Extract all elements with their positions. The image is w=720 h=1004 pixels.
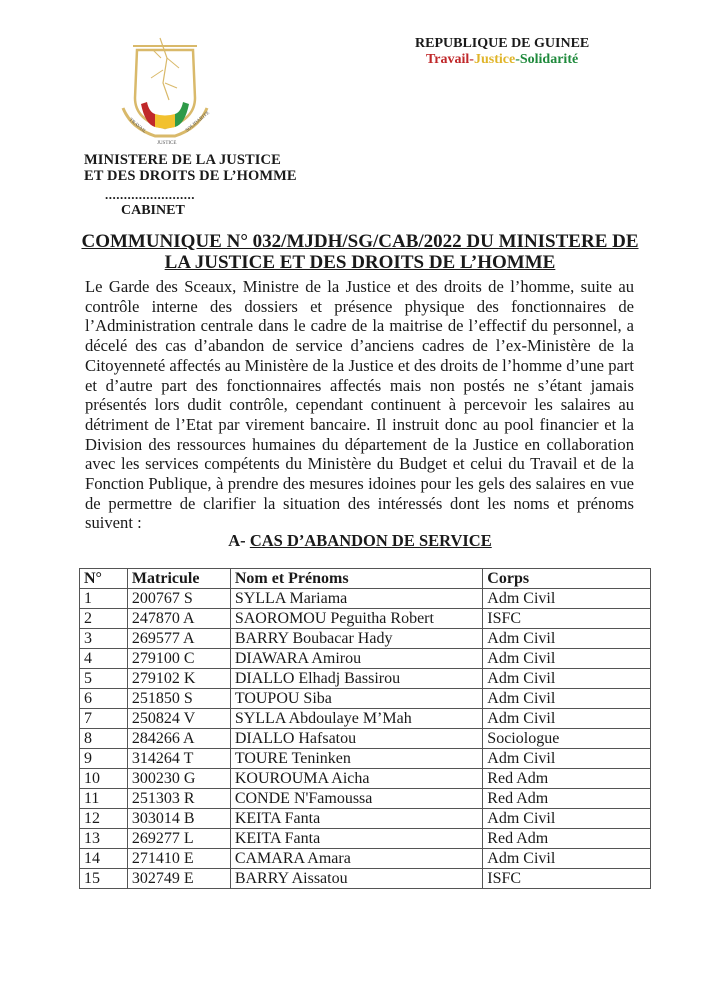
cell-name: SYLLA Mariama [230, 589, 482, 609]
cell-matricule: 303014 B [127, 809, 230, 829]
cell-name: KOUROUMA Aicha [230, 769, 482, 789]
cell-corps: Sociologue [483, 729, 651, 749]
title-line-1: COMMUNIQUE N° 032/MJDH/SG/CAB/2022 DU MINISTERE DE [81, 231, 639, 252]
table-row [80, 649, 651, 669]
cell-name: SAOROMOU Peguitha Robert [230, 609, 482, 629]
cell-number: 15 [80, 869, 128, 889]
cell-name: BARRY Boubacar Hady [230, 629, 482, 649]
cell-corps: Adm Civil [483, 689, 651, 709]
cell-name: TOURE Teninken [230, 749, 482, 769]
cell-name: DIALLO Elhadj Bassirou [230, 669, 482, 689]
section-heading [80, 531, 640, 551]
table-header-row [80, 569, 651, 589]
cell-corps: Adm Civil [483, 649, 651, 669]
cell-corps: Adm Civil [483, 709, 651, 729]
cell-number: 2 [80, 609, 128, 629]
table-row [80, 869, 651, 889]
cell-number: 7 [80, 709, 128, 729]
abandonment-table [79, 568, 651, 889]
cell-number: 8 [80, 729, 128, 749]
section-prefix: A- [228, 531, 250, 550]
cell-name: CAMARA Amara [230, 849, 482, 869]
motto-solidarite: Solidarité [519, 52, 579, 67]
cell-matricule: 314264 T [127, 749, 230, 769]
column-header-name: Nom et Prénoms [230, 569, 482, 589]
cell-name: SYLLA Abdoulaye M’Mah [230, 709, 482, 729]
cell-name: BARRY Aissatou [230, 869, 482, 889]
cell-matricule: 279102 K [127, 669, 230, 689]
cell-corps: Red Adm [483, 829, 651, 849]
table-row [80, 669, 651, 689]
cell-number: 9 [80, 749, 128, 769]
separator-dots: ........................ [105, 187, 195, 202]
motto-dash-1: - [469, 52, 474, 67]
table-row [80, 809, 651, 829]
cell-number: 14 [80, 849, 128, 869]
cell-name: DIAWARA Amirou [230, 649, 482, 669]
table-row [80, 609, 651, 629]
cell-corps: Adm Civil [483, 749, 651, 769]
column-header-corps: Corps [483, 569, 651, 589]
cell-corps: ISFC [483, 869, 651, 889]
cell-matricule: 269277 L [127, 829, 230, 849]
cell-number: 12 [80, 809, 128, 829]
svg-text:TRAVAIL: TRAVAIL [127, 117, 147, 135]
cell-corps: Adm Civil [483, 589, 651, 609]
republic-name: REPUBLIQUE DE GUINEE [415, 36, 590, 51]
table-row [80, 789, 651, 809]
table-row [80, 589, 651, 609]
cell-matricule: 279100 C [127, 649, 230, 669]
cell-name: CONDE N'Famoussa [230, 789, 482, 809]
cell-matricule: 284266 A [127, 729, 230, 749]
cell-number: 4 [80, 649, 128, 669]
cell-name: KEITA Fanta [230, 829, 482, 849]
ministry-line-1: MINISTERE DE LA JUSTICE [84, 152, 281, 168]
motto-travail: Travail [426, 52, 470, 67]
cell-name: KEITA Fanta [230, 809, 482, 829]
cell-matricule: 251850 S [127, 689, 230, 709]
cell-corps: Adm Civil [483, 669, 651, 689]
cell-number: 11 [80, 789, 128, 809]
cell-corps: Red Adm [483, 769, 651, 789]
ministry-name [84, 152, 297, 184]
cell-corps: Red Adm [483, 789, 651, 809]
svg-text:JUSTICE: JUSTICE [157, 141, 177, 146]
communique-body: Le Garde des Sceaux, Ministre de la Justice et des droits de l’homme, suite au contrôle interne des dossiers et présence physique des fonctionnaires de l’Administration centrale dans le cadre de la maitrise de l’effectif du personnel, a décelé des cas d’abandon de service d’anciens cadres de l’ex-Ministère de la Citoyenneté affectés au Ministère de la Justice et des droits de l’homme d’une part et d’autre part des fonctionnaires affectés mais non postés ne s’étant jamais présentés lors dudit contrôle, cependant continuent à percevoir les salaires au détriment de l’Etat par virement bancaire. Il instruit donc au pool financier et la Division des ressources humaines du département de la Justice en collaboration avec les services compétents du Ministère du Budget et celui du Travail et de la Fonction Publique, à prendre des mesures idoines pour les gels des salaires en vue de permettre de clarifier la situation des intéressés dont les noms et prénoms suivent : [85, 277, 634, 533]
table-row [80, 709, 651, 729]
cell-number: 5 [80, 669, 128, 689]
column-header-number: N° [80, 569, 128, 589]
motto-dash-2: - [515, 52, 520, 67]
cell-number: 1 [80, 589, 128, 609]
table-row [80, 849, 651, 869]
table-row [80, 749, 651, 769]
communique-title [80, 231, 640, 273]
cell-matricule: 247870 A [127, 609, 230, 629]
cell-corps: Adm Civil [483, 809, 651, 829]
motto-justice: Justice [473, 52, 516, 67]
cell-number: 3 [80, 629, 128, 649]
table-row [80, 829, 651, 849]
cell-corps: ISFC [483, 609, 651, 629]
table-row [80, 629, 651, 649]
cell-matricule: 300230 G [127, 769, 230, 789]
cell-matricule: 250824 V [127, 709, 230, 729]
title-line-2: LA JUSTICE ET DES DROITS DE L’HOMME [164, 252, 556, 273]
table-row [80, 689, 651, 709]
cell-matricule: 271410 E [127, 849, 230, 869]
national-motto [426, 52, 578, 68]
ministry-line-2: ET DES DROITS DE L’HOMME [84, 168, 297, 184]
cell-matricule: 302749 E [127, 869, 230, 889]
table-row [80, 769, 651, 789]
cell-matricule: 200767 S [127, 589, 230, 609]
cell-name: TOUPOU Siba [230, 689, 482, 709]
svg-text:SOLIDARITE: SOLIDARITE [185, 110, 211, 134]
cell-matricule: 251303 R [127, 789, 230, 809]
section-title: CAS D’ABANDON DE SERVICE [249, 531, 492, 550]
cell-name: DIALLO Hafsatou [230, 729, 482, 749]
cell-corps: Adm Civil [483, 849, 651, 869]
cell-number: 10 [80, 769, 128, 789]
cell-matricule: 269577 A [127, 629, 230, 649]
column-header-matricule: Matricule [127, 569, 230, 589]
table-row [80, 729, 651, 749]
cabinet-label: CABINET [121, 203, 185, 218]
cell-corps: Adm Civil [483, 629, 651, 649]
cell-number: 13 [80, 829, 128, 849]
guinea-coat-of-arms-icon [115, 28, 215, 148]
cell-number: 6 [80, 689, 128, 709]
